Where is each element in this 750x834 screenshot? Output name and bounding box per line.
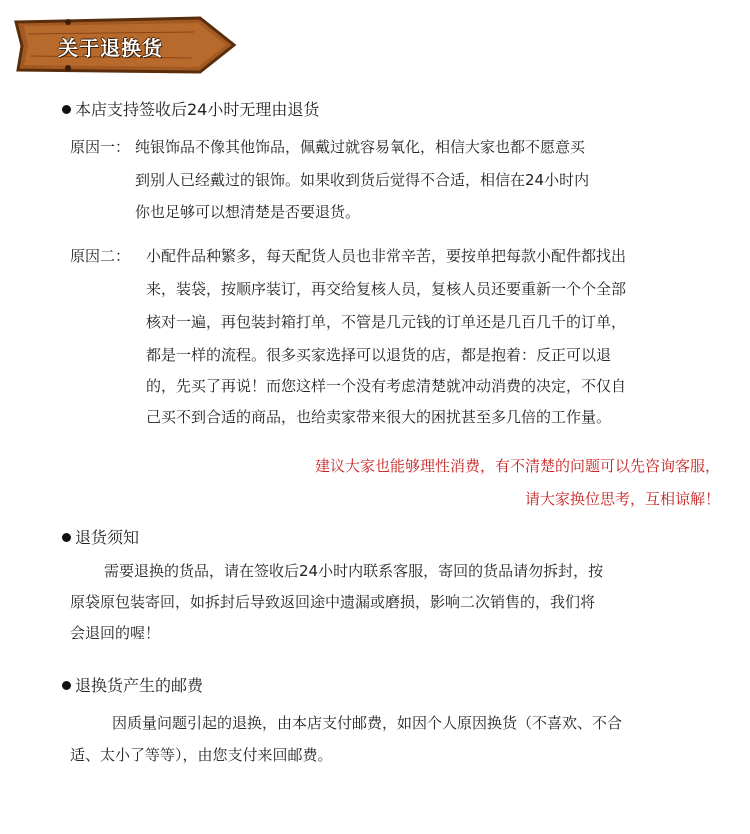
postage-line: 适、太小了等等），由您支付来回邮费。 — [70, 746, 333, 764]
reason1-line: 你也足够可以想清楚是否要退货。 — [135, 203, 361, 221]
notice-line: 会退回的喔！ — [70, 624, 161, 642]
bullet-icon — [62, 681, 71, 690]
notice-line: 需要退换的货品，请在签收后24小时内联系客服，寄回的货品请勿拆封，按 — [104, 562, 604, 580]
section-heading-return-notice: 退货须知 — [62, 528, 139, 548]
reason2-line: 核对一遍，再包装封箱打单，不管是几元钱的订单还是几百几千的订单， — [146, 313, 627, 331]
reason2-line: 都是一样的流程。很多买家选择可以退货的店，都是抱着：反正可以退 — [146, 346, 612, 364]
advice-line: 建议大家也能够理性消费，有不清楚的问题可以先咨询客服， — [314, 457, 720, 475]
header-sign — [14, 14, 236, 76]
bullet-icon — [62, 533, 71, 542]
page-title: 关于退换货 — [58, 36, 163, 60]
reason2-line: 己买不到合适的商品，也给卖家带来很大的困扰甚至多几倍的工作量。 — [146, 408, 612, 426]
reason1-line: 到别人已经戴过的银饰。如果收到货后觉得不合适，相信在24小时内 — [135, 171, 590, 189]
reason2-label: 原因二： — [70, 247, 131, 265]
reason2-line: 来，装袋，按顺序装订，再交给复核人员，复核人员还要重新一个个全部 — [146, 280, 627, 298]
reason2-line: 小配件品种繁多，每天配货人员也非常辛苦，要按单把每款小配件都找出 — [146, 247, 627, 265]
postage-line: 因质量问题引起的退换，由本店支付邮费，如因个人原因换货（不喜欢、不合 — [112, 714, 623, 732]
reason1-line: 纯银饰品不像其他饰品，佩戴过就容易氧化，相信大家也都不愿意买 — [135, 138, 586, 156]
section-heading-return-policy: 本店支持签收后24小时无理由退货 — [62, 100, 319, 120]
bullet-icon — [62, 105, 71, 114]
notice-line: 原袋原包装寄回，如拆封后导致返回途中遗漏或磨损，影响二次销售的，我们将 — [70, 593, 596, 611]
reason1-label: 原因一： — [70, 138, 131, 156]
reason2-line: 的，先买了再说！而您这样一个没有考虑清楚就冲动消费的决定，不仅自 — [146, 377, 627, 395]
section-heading-postage: 退换货产生的邮费 — [62, 676, 203, 696]
advice-line: 请大家换位思考，互相谅解！ — [524, 490, 720, 508]
